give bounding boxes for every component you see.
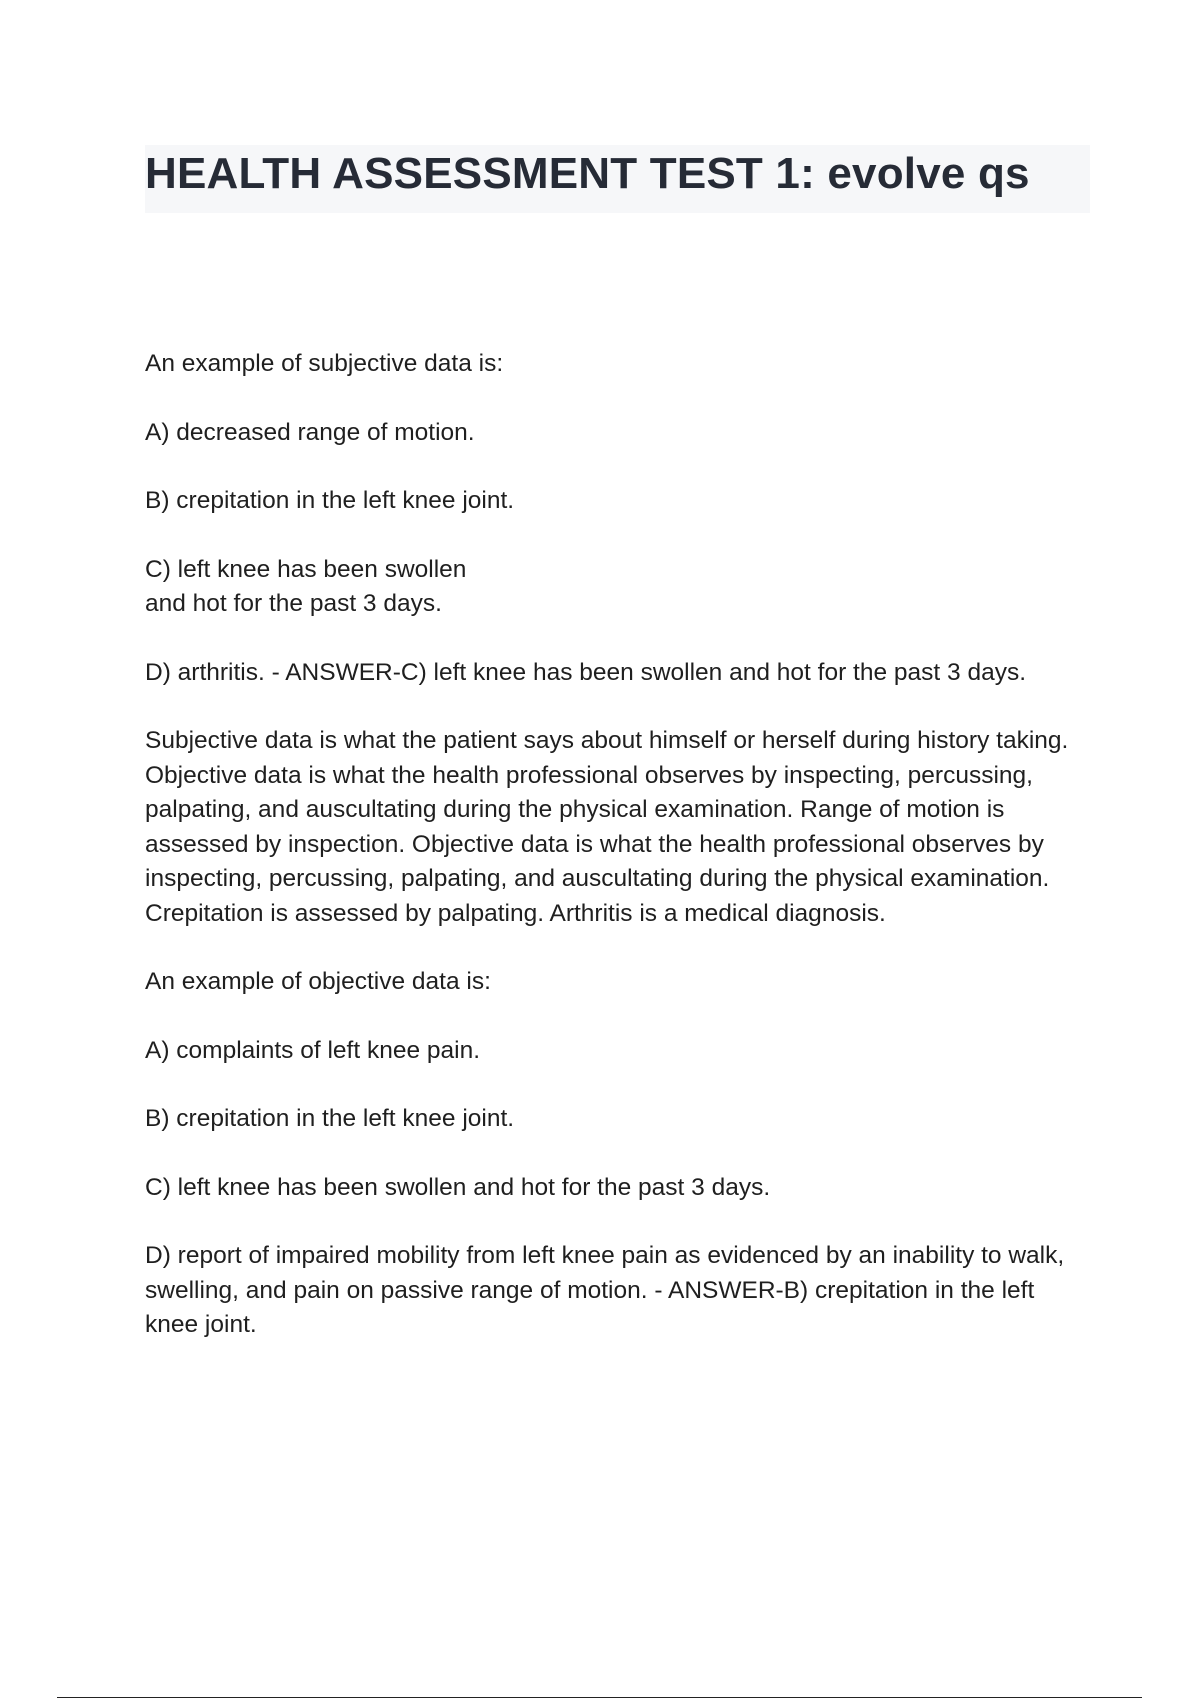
question-2-option-a: A) complaints of left knee pain. — [145, 1036, 481, 1064]
question-1-rationale: Subjective data is what the patient says about himself or herself during history taking. Objective data is what the health professional observes by inspecting, percussing, palpating, and auscultating during the physical examination. Range of motion is assessed by inspection. Objective data is what the health professional observes by inspecting, percussing, palpating, and auscultating during the physical examination. Crepitation is assessed by palpating. Arthritis is a medical diagnosis. — [145, 727, 1069, 927]
question-1-option-c: C) left knee has been swollen and hot for the past 3 days. — [145, 555, 467, 617]
question-1-stem: An example of subjective data is: — [145, 350, 504, 377]
question-1-option-d-answer: D) arthritis. - ANSWER-C) left knee has been swollen and hot for the past 3 days. — [145, 658, 1027, 686]
question-1-option-a: A) decreased range of motion. — [145, 418, 475, 446]
question-2-option-d-answer: D) report of impaired mobility from left knee pain as evidenced by an inability to walk, swelling, and pain on passive range of motion. - ANSWER-B) crepitation in the left knee joint. — [145, 1242, 1065, 1338]
footer-divider — [57, 1697, 1142, 1698]
question-2-option-b: B) crepitation in the left knee joint. — [145, 1105, 515, 1132]
document-body — [145, 347, 1090, 1377]
question-2-option-c: C) left knee has been swollen and hot for the past 3 days. — [145, 1173, 771, 1201]
document-title: HEALTH ASSESSMENT TEST 1: evolve qs — [145, 149, 1030, 198]
question-2-stem: An example of objective data is: — [145, 968, 491, 995]
question-1-option-b: B) crepitation in the left knee joint. — [145, 487, 515, 514]
